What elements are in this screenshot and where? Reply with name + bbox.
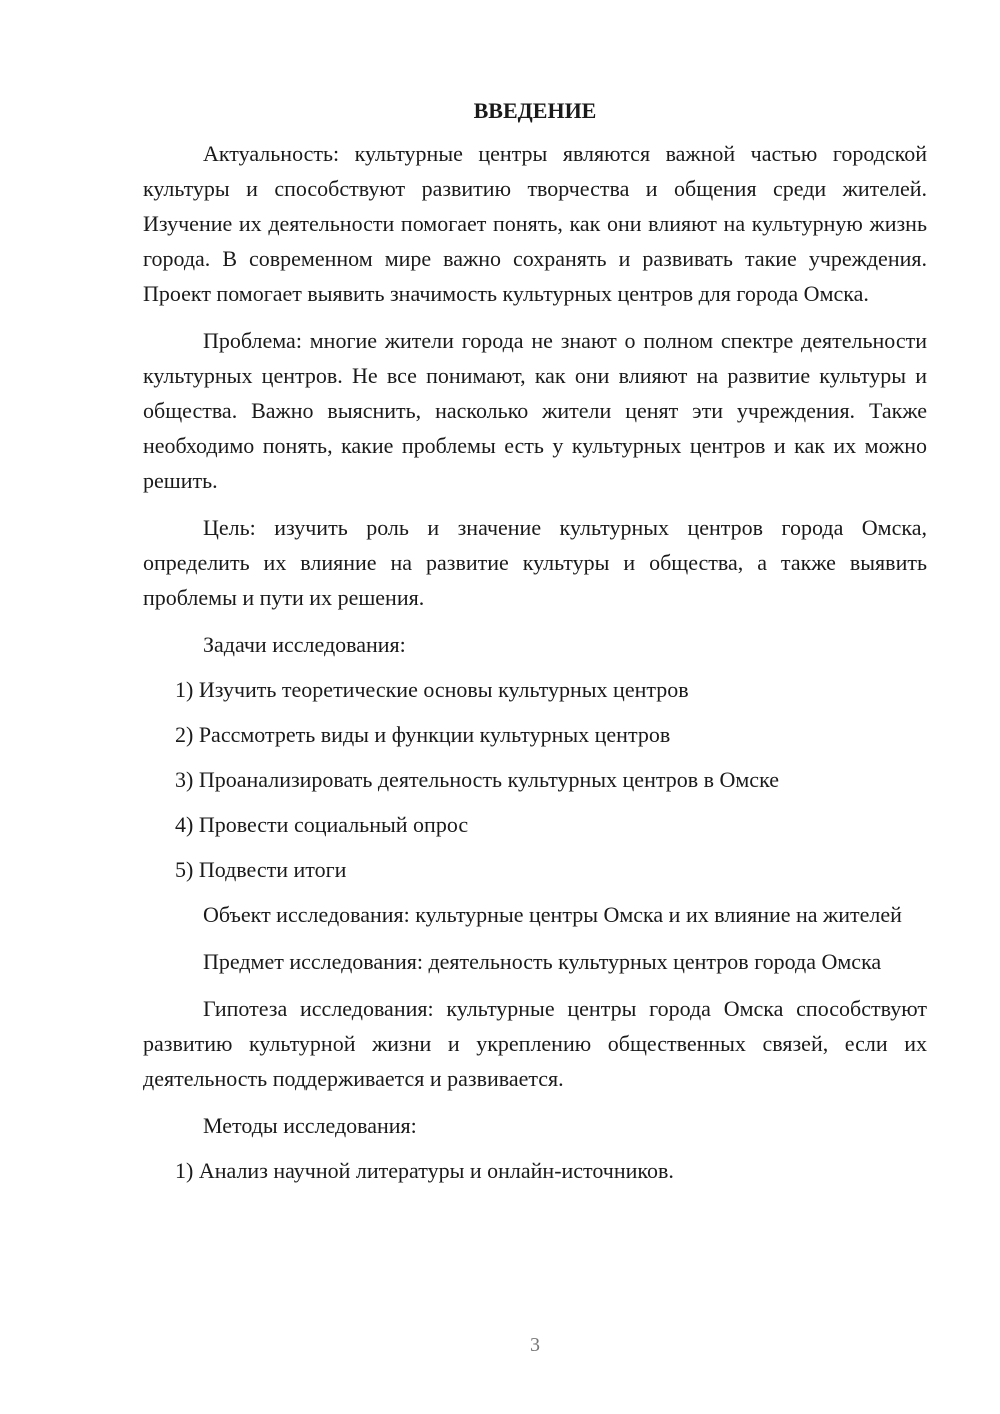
methods-label: Методы исследования: [203, 1113, 417, 1138]
list-item: 1) Анализ научной литературы и онлайн-источников. [175, 1158, 674, 1183]
list-item: 1) Изучить теоретические основы культурных центров [175, 677, 689, 702]
page-number: 3 [530, 1334, 540, 1356]
list-item: 4) Провести социальный опрос [175, 812, 469, 837]
paragraph-problem: Проблема: многие жители города не знают о полном спектре деятельности культурных центров. Не все понимают, как они влияют на развитие культуры и общества. Важно выяснить, насколько жители ценят эти учреждения. Также необходимо понять, какие проблемы есть у культурных центров и как их можно решить. [143, 328, 927, 493]
paragraph-goal: Цель: изучить роль и значение культурных центров города Омска, определить их влияние на развитие культуры и общества, а также выявить проблемы и пути их решения. [143, 515, 927, 610]
paragraph-relevance: Актуальность: культурные центры являются важной частью городской культуры и способствуют развитию творчества и общения среди жителей. Изучение их деятельности помогает понять, как они влияют на культурную жизнь города. В современном мире важно сохранять и развивать такие учреждения. Проект помогает выявить значимость культурных центров для города Омска. [143, 141, 927, 306]
list-item: 2) Рассмотреть виды и функции культурных центров [175, 722, 671, 747]
paragraph-object: Объект исследования: культурные центры Омска и их влияние на жителей [203, 902, 902, 927]
paragraph-subject: Предмет исследования: деятельность культурных центров города Омска [203, 949, 882, 974]
list-item: 5) Подвести итоги [175, 857, 347, 882]
methods-list [143, 1153, 927, 1188]
section-title: ВВЕДЕНИЕ [473, 98, 597, 123]
tasks-list [143, 672, 927, 887]
document-page [143, 96, 927, 1198]
tasks-label: Задачи исследования: [203, 632, 406, 657]
paragraph-hypothesis: Гипотеза исследования: культурные центры города Омска способствуют развитию культурной жизни и укреплению общественных связей, если их деятельность поддерживается и развивается. [143, 996, 927, 1091]
list-item: 3) Проанализировать деятельность культурных центров в Омске [175, 767, 779, 792]
